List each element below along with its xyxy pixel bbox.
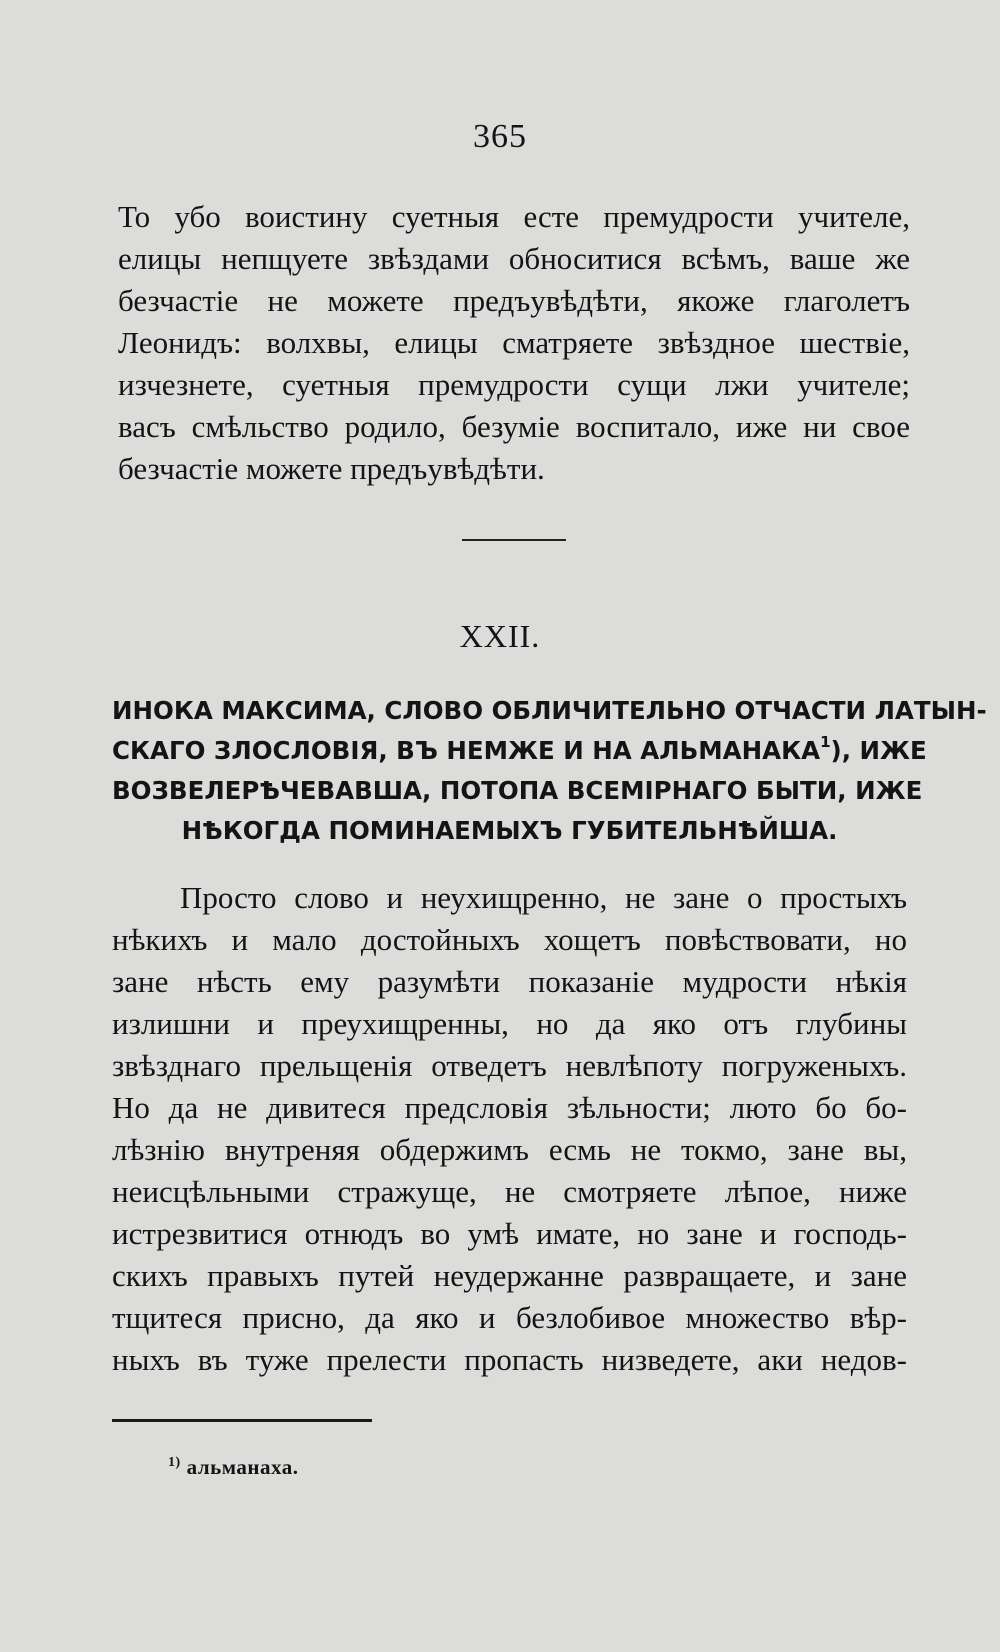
section-divider — [462, 539, 566, 541]
paragraph-2-line: скихъ правыхъ путей неудержанне развращаете, и зане — [112, 1258, 907, 1293]
chapter-title-segment: ), ИЖЕ — [830, 736, 927, 765]
paragraph-2-line: нѣкихъ и мало достойныхъ хощетъ повѣствовати, но — [112, 922, 907, 957]
footnote-marker: 1) — [168, 1455, 181, 1470]
chapter-title-segment: СКАГО ЗЛОСЛОВІЯ, ВЪ НЕМЖЕ И НА АЛЬМАНАКА — [112, 736, 821, 765]
chapter-title-line: ВОЗВЕЛЕРѢЧЕВАВША, ПОТОПА ВСЕМІРНАГО БЫТИ, ИЖЕ — [112, 776, 923, 805]
chapter-title-line — [112, 731, 927, 771]
paragraph-2-line: звѣзднаго прельщенія отведетъ невлѣпоту погруженыхъ. — [112, 1048, 907, 1083]
chapter-number: XXII. — [459, 618, 541, 654]
paragraph-1-line: елицы непщуете звѣздами обноситися всѣмъ, ваше же — [118, 241, 910, 276]
paragraph-2-line: излишни и преухищренны, но да яко отъ глубины — [112, 1006, 907, 1041]
paragraph-2-line: Но да не дивитеся предсловія зѣльности; люто бо бо- — [112, 1090, 907, 1125]
paragraph-2-line: тщитеся присно, да яко и безлобивое множество вѣр- — [112, 1300, 907, 1335]
chapter-title — [112, 691, 987, 851]
paragraph-2 — [112, 877, 907, 1381]
paragraph-1-line: Леонидъ: волхвы, елицы сматряете звѣздное шествіе, — [118, 325, 910, 360]
page-number: 365 — [473, 118, 527, 155]
paragraph-2-line: зане нѣсть ему разумѣти показаніе мудрости нѣкія — [112, 964, 907, 999]
paragraph-1-line: изчезнете, суетныя премудрости сущи лжи учителе; — [118, 367, 910, 402]
footnote — [168, 1455, 298, 1480]
paragraph-1-line: безчастіе можете предъувѣдѣти. — [118, 451, 545, 486]
paragraph-1-line: безчастіе не можете предъувѣдѣти, якоже глаголетъ — [118, 283, 910, 318]
footnote-reference: 1 — [820, 733, 831, 751]
chapter-title-line: ИНОКА МАКСИМА, СЛОВО ОБЛИЧИТЕЛЬНО ОТЧАСТИ ЛАТЫН- — [112, 696, 987, 725]
paragraph-1-line: То убо воистину суетныя есте премудрости учителе, — [118, 199, 910, 234]
paragraph-1-line: васъ смѣльство родило, безуміе воспитало, иже ни свое — [118, 409, 910, 444]
footnote-text: альманаха. — [186, 1455, 299, 1479]
paragraph-2-line: неисцѣльными стражуще, не смотряете лѣпое, ниже — [112, 1174, 907, 1209]
paragraph-2-line: Просто слово и неухищренно, не зане о простыхъ — [180, 880, 907, 915]
paragraph-2-line: лѣзнію внутреняя обдержимъ есмь не токмо, зане вы, — [112, 1132, 907, 1167]
paragraph-2-line: истрезвитися отнюдъ во умѣ имате, но зане и господь- — [112, 1216, 907, 1251]
paragraph-2-line: ныхъ въ туже прелести пропасть низведете, аки недов- — [112, 1342, 907, 1377]
footnote-rule — [112, 1419, 372, 1422]
chapter-title-line: НѢКОГДА ПОМИНАЕМЫХЪ ГУБИТЕЛЬНѢЙША. — [181, 816, 838, 845]
paragraph-1 — [118, 196, 910, 490]
